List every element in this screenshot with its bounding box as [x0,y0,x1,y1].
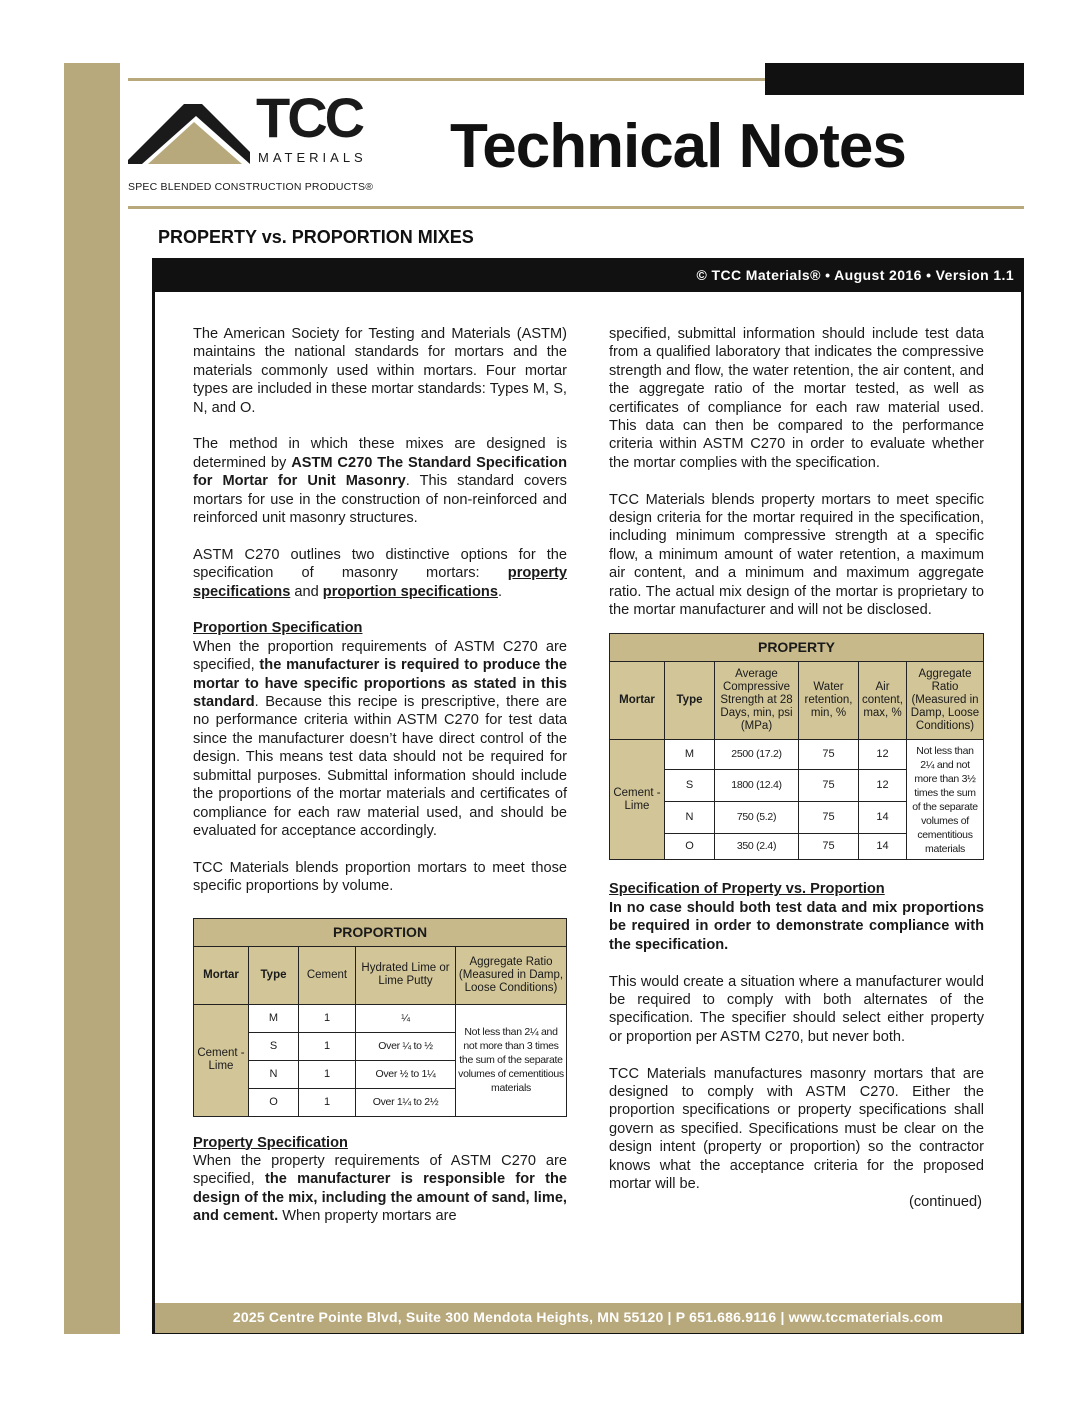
options-paragraph: ASTM C270 outlines two distinctive options for the specification of masonry mortars: property specifications and proportion specifications. [193,546,567,600]
header-cell: Type [249,946,299,1004]
property-table-title: PROPERTY [610,634,984,662]
strength-cell: 750 (5.2) [715,802,799,834]
mortar-cell: Cement - Lime [194,1004,249,1116]
standard-name: ASTM C270 The Standard Specification for Mortar for Unit Masonry [193,454,567,490]
type-cell: O [249,1088,299,1116]
water-cell: 75 [799,834,859,860]
type-cell: N [665,802,715,834]
top-black-bar [765,63,1024,95]
method-paragraph: The method in which these mixes are designed is determined by ASTM C270 The Standard Specification for Mortar for Unit Masonry. This standard covers mortars for use in the construction of non-reinforced and reinforced unit masonry structures. [193,436,567,527]
lime-cell: Over 1¼ to 2½ [356,1088,456,1116]
air-cell: 14 [859,802,907,834]
header-cell: Cement [299,946,356,1004]
water-cell: 75 [799,802,859,834]
doc-title: PROPERTY vs. PROPORTION MIXES [158,227,474,247]
property-paragraph: When the property requirements of ASTM C270 are specified, the manufacturer is responsible for the design of the mix, including the amount of sand, lime, and cement. When property mortars are [193,1152,567,1225]
type-cell: S [249,1032,299,1060]
header-cell: Hydrated Lime or Lime Putty [356,946,456,1004]
air-cell: 14 [859,834,907,860]
situation-paragraph: This would create a situation where a manufacturer would be required to comply with both alternates of the specification. The specifier should select either property or proportion per ASTM C270, but never both. [609,973,984,1045]
proportion-blend-paragraph: TCC Materials blends proportion mortars to meet those specific proportions by volume. [193,859,567,895]
header-cell: Air content, max, % [859,662,907,740]
strength-cell: 350 (2.4) [715,834,799,860]
left-column [193,325,567,1226]
type-cell: M [249,1004,299,1032]
cement-cell: 1 [299,1032,356,1060]
left-accent-bar [64,63,120,1334]
property-heading: Property Specification [193,1134,348,1151]
header-cell: Type [665,662,715,740]
type-cell: S [665,770,715,802]
logo-sub: MATERIALS [258,150,367,165]
strength-cell: 1800 (12.4) [715,770,799,802]
header-cell: Aggregate Ratio (Measured in Damp, Loose Conditions) [456,946,567,1004]
submittal-paragraph: specified, submittal information should include test data from a qualified laboratory that indicates the compressive strength and flow, the water retention, the air content, and the aggregate ratio of the mortar tested, as well as certificates of compliance for each raw material used. This data can then be compared to the performance criteria within ASTM C270 in order to evaluate whether the mortar complies with the specification. [609,326,984,471]
air-cell: 12 [859,740,907,770]
lime-cell: ¼ [356,1004,456,1032]
intro-paragraph: The American Society for Testing and Materials (ASTM) maintains the national standards for mortars and the materials commonly used within mortars. Four mortar types are included in these mortar standards: Types M, S, N, and O. [193,326,567,416]
type-cell: O [665,834,715,860]
type-cell: N [249,1060,299,1088]
manufactures-paragraph: TCC Materials manufactures masonry mortars that are designed to comply with ASTM C270. Either the proportion specifications or property specifications shall govern as specified. Specifications must be clear on the design intent (property or proportion) so the contractor knows what the acceptance criteria for the proposed mortar will be. [609,1065,984,1192]
water-cell: 75 [799,770,859,802]
aggregate-cell: Not less than 2¼ and not more than 3 times the sum of the separate volumes of cementitious materials [456,1004,567,1116]
header-cell: Average Compressive Strength at 28 Days, min, psi (MPa) [715,662,799,740]
spec-heading: Specification of Property vs. Proportion [609,881,885,898]
header-cell: Mortar [610,662,665,740]
air-cell: 12 [859,770,907,802]
water-cell: 75 [799,740,859,770]
proportion-paragraph: When the proportion requirements of ASTM C270 are specified, the manufacturer is required to produce the mortar to have specific proportions as stated in this standard. Because this recipe is prescriptive, there are no performance criteria within ASTM C270 for test data since the manufacturer doesn’t have direct control of the design. This means test data should not be required for submittal purposes. Submittal information should include the proportions of the mortar materials and certificates of compliance for each raw material used, and should be evaluated for acceptance accordingly. [193,638,567,839]
cement-cell: 1 [299,1088,356,1116]
right-column [609,325,984,1212]
header-cell: Water retention, min, % [799,662,859,740]
aggregate-cell: Not less than 2¼ and not more than 3½ times the sum of the separate volumes of cementitious materials [907,740,984,860]
version-bar: © TCC Materials® • August 2016 • Version 1.1 [152,258,1024,292]
cement-cell: 1 [299,1004,356,1032]
header-rule [128,206,1024,209]
proportion-table-title: PROPORTION [194,918,567,946]
logo-name: TCC [256,86,363,149]
mortar-cell: Cement - Lime [610,740,665,860]
spec-warning: In no case should both test data and mix proportions be required in order to demonstrate compliance with the specification. [609,899,984,953]
header-cell: Aggregate Ratio (Measured in Damp, Loose Conditions) [907,662,984,740]
page-heading: Technical Notes [450,112,906,181]
continued-label: (continued) [908,1194,982,1211]
property-blend-paragraph: TCC Materials blends property mortars to meet specific design criteria for the mortar required in the specification, including minimum compressive strength at a specific flow, a minimum amount of water retention, a maximum air content, and a minimum and maximum aggregate ratio. The actual mix design of the mortar is proprietary to the mortar manufacturer and will not be disclosed. [609,491,984,619]
logo-tagline: SPEC BLENDED CONSTRUCTION PRODUCTS® [128,181,374,193]
footer-address: 2025 Centre Pointe Blvd, Suite 300 Mendota Heights, MN 55120 | P 651.686.9116 | www.tccmaterials.com [155,1303,1021,1333]
proportion-heading: Proportion Specification [193,620,363,637]
property-link[interactable]: property specifications [193,565,567,600]
header-cell: Mortar [194,946,249,1004]
lime-cell: Over ¼ to ½ [356,1032,456,1060]
proportion-link[interactable]: proportion specifications [322,583,498,600]
lime-cell: Over ½ to 1¼ [356,1060,456,1088]
property-table [609,633,984,860]
cement-cell: 1 [299,1060,356,1088]
strength-cell: 2500 (17.2) [715,740,799,770]
type-cell: M [665,740,715,770]
proportion-table [193,918,567,1117]
